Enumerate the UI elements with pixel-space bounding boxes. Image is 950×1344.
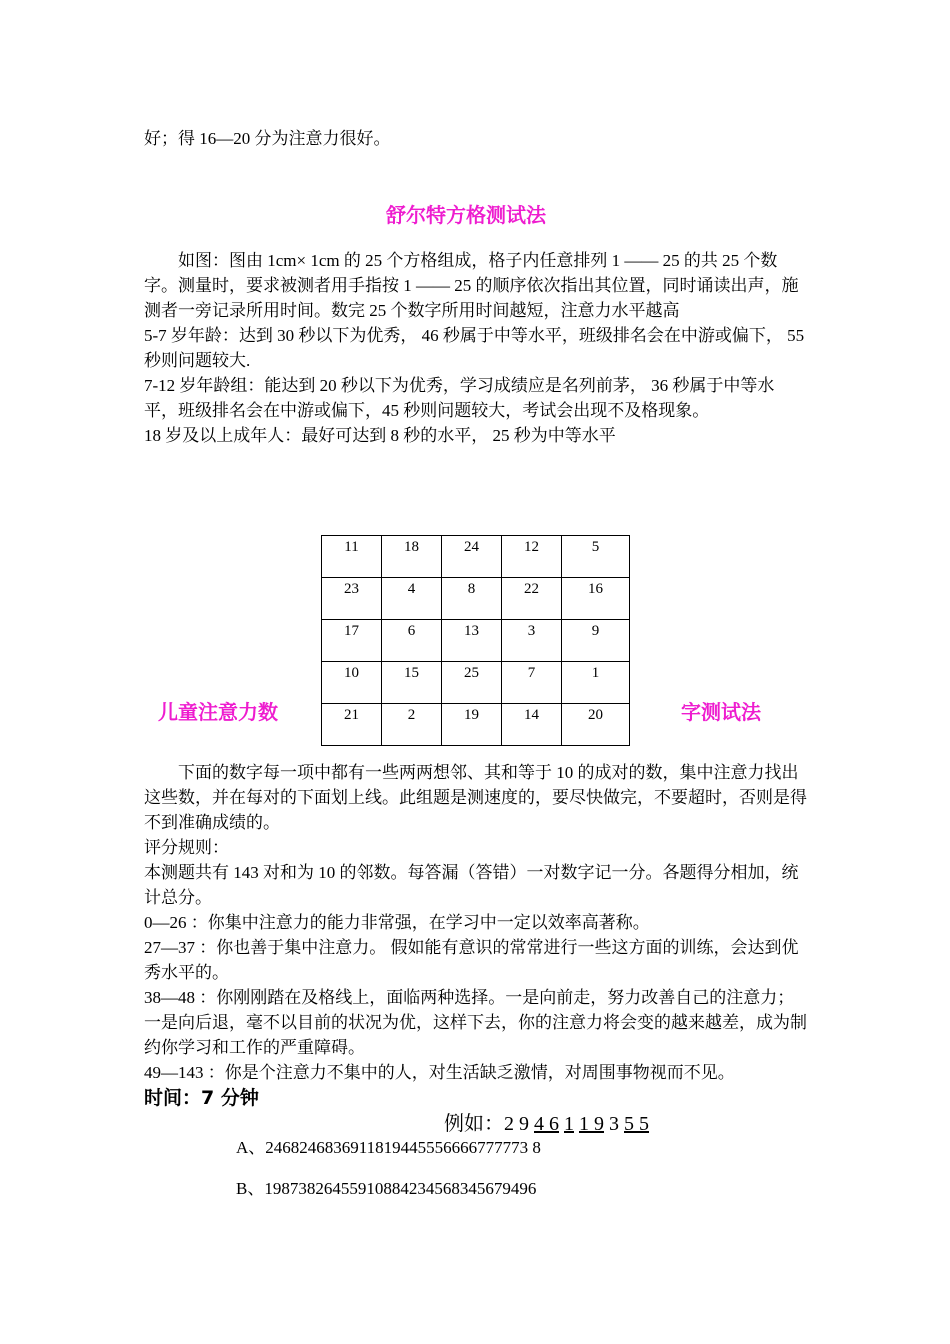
grid-cell: 20	[562, 704, 630, 746]
section1-paragraph: 5-7 岁年龄：达到 30 秒以下为优秀， 46 秒属于中等水平，班级排名会在中游或偏下， 55 秒则问题较大.	[144, 326, 805, 370]
grid-cell: 15	[382, 662, 442, 704]
grid-cell: 9	[562, 620, 630, 662]
section2-paragraph: 评分规则：	[144, 838, 229, 857]
section2-paragraph: 27—37 ：你也善于集中注意力。 假如能有意识的常常进行一些这方面的训练，会达到优秀水平的。	[144, 938, 799, 982]
section2-paragraph: 38—48 ：你刚刚踏在及格线上，面临两种选择。一是向前走，努力改善自己的注意力；一是向后退，毫不以目前的状况为优，这样下去，你的注意力将会变的越来越差，成为制约你学习和工作的严重障碍。	[144, 988, 807, 1057]
grid-row	[322, 662, 630, 704]
section1-body	[144, 248, 808, 448]
grid-cell: 17	[322, 620, 382, 662]
grid-cell: 18	[382, 536, 442, 578]
section2-paragraph: 本测题共有 143 对和为 10 的邻数。每答漏（答错）一对数字记一分。各题得分相加，统计总分。	[144, 863, 799, 907]
section1-paragraph: 7-12 岁年龄组：能达到 20 秒以下为优秀，学习成绩应是名列前茅， 36 秒属于中等水平，班级排名会在中游或偏下，45 秒则问题较大，考试会出现不及格现象。	[144, 376, 775, 420]
grid-cell: 14	[502, 704, 562, 746]
underlined-pair: 4 6	[534, 1113, 559, 1135]
example-digits	[504, 1113, 649, 1135]
grid-cell: 4	[382, 578, 442, 620]
schulte-grid	[321, 535, 630, 746]
grid-cell: 11	[322, 536, 382, 578]
example-digit: 3	[604, 1113, 624, 1135]
example-digit: 2 9	[504, 1113, 534, 1135]
underlined-pair: 5 5	[624, 1113, 649, 1135]
grid-cell: 12	[502, 536, 562, 578]
underlined-pair: 1	[564, 1113, 574, 1135]
grid-row	[322, 620, 630, 662]
intro-line: 好；得 16—20 分为注意力很好。	[144, 129, 391, 148]
example-line	[444, 1107, 649, 1136]
grid-cell: 7	[502, 662, 562, 704]
item-a: A、2468246836911819445556666777773 8	[236, 1138, 541, 1157]
item-b: B、19873826455910884234568345679496	[236, 1179, 537, 1198]
section2-paragraph: 0—26 ：你集中注意力的能力非常强，在学习中一定以效率高著称。	[144, 913, 650, 932]
grid-cell: 19	[442, 704, 502, 746]
grid-cell: 1	[562, 662, 630, 704]
grid-row	[322, 704, 630, 746]
underlined-pair: 1 9	[579, 1113, 604, 1135]
grid-cell: 16	[562, 578, 630, 620]
section1-title: 舒尔特方格测试法	[386, 203, 546, 227]
grid-cell: 5	[562, 536, 630, 578]
example-prefix: 例如：	[444, 1113, 504, 1135]
grid-cell: 22	[502, 578, 562, 620]
grid-cell: 10	[322, 662, 382, 704]
section2-paragraph: 49—143 ：你是个注意力不集中的人，对生活缺乏激情，对周围事物视而不见。	[144, 1063, 735, 1082]
grid-cell: 23	[322, 578, 382, 620]
section2-body	[144, 760, 808, 1085]
section2-title-left: 儿童注意力数	[158, 700, 278, 724]
grid-cell: 24	[442, 536, 502, 578]
grid-cell: 8	[442, 578, 502, 620]
grid-cell: 25	[442, 662, 502, 704]
grid-cell: 3	[502, 620, 562, 662]
time-label: 时间：7 分钟	[144, 1087, 259, 1109]
grid-row	[322, 536, 630, 578]
grid-cell: 2	[382, 704, 442, 746]
grid-cell: 6	[382, 620, 442, 662]
section2-title-right: 字测试法	[681, 700, 761, 724]
grid-row	[322, 578, 630, 620]
section1-paragraph: 如图：图由 1cm× 1cm 的 25 个方格组成，格子内任意排列 1 —— 25 的共 25 个数字。测量时，要求被测者用手指按 1 —— 25 的顺序依次指出其位置，同时诵读出声，施测者一旁记录所用时间。数完 25 个数字所用时间越短，注意力水平越高	[144, 251, 799, 320]
grid-cell: 21	[322, 704, 382, 746]
section1-paragraph: 18 岁及以上成年人：最好可达到 8 秒的水平， 25 秒为中等水平	[144, 426, 616, 445]
section2-paragraph: 下面的数字每一项中都有一些两两想邻、其和等于 10 的成对的数，集中注意力找出这些数，并在每对的下面划上线。此组题是测速度的，要尽快做完，不要超时，否则是得不到准确成绩的。	[144, 763, 807, 832]
grid-cell: 13	[442, 620, 502, 662]
